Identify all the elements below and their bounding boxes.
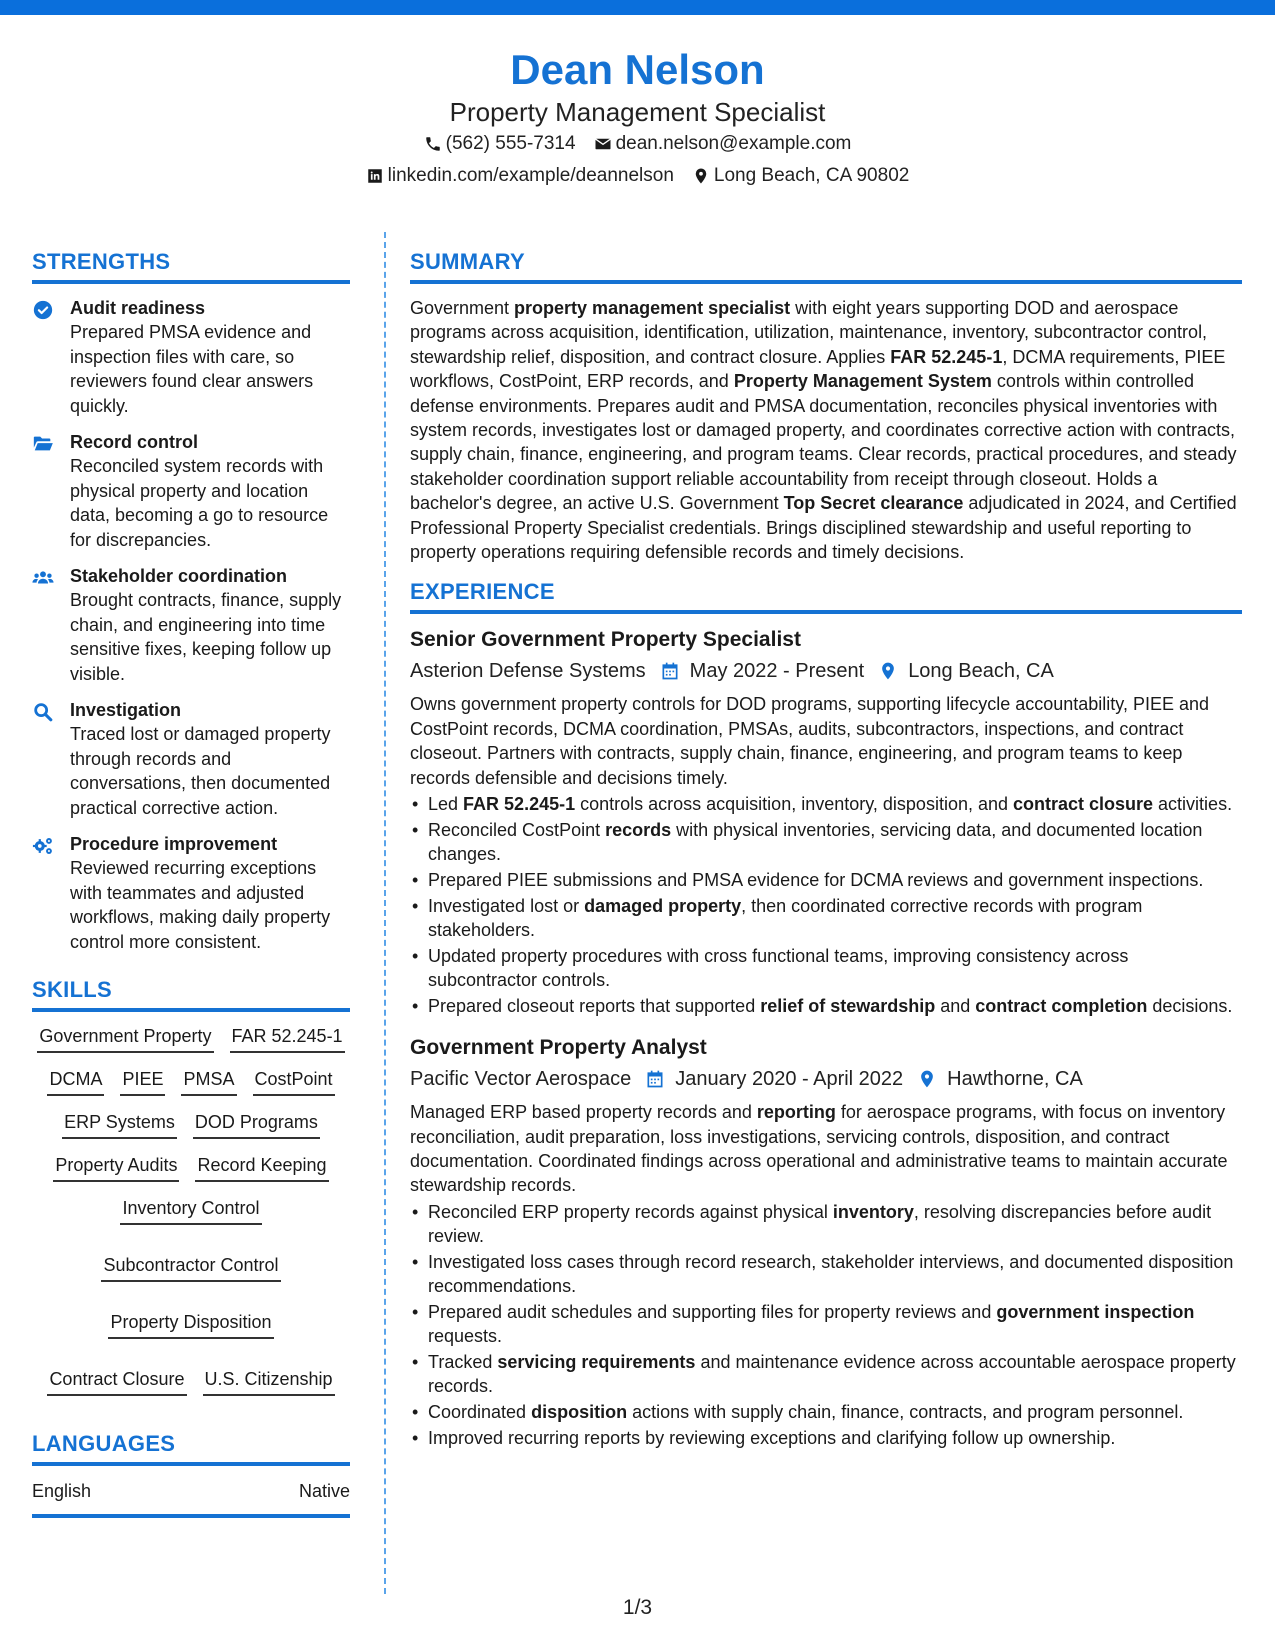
emphasis-text: Top Secret clearance <box>783 493 964 514</box>
strength-title: Stakeholder coordination <box>70 566 288 586</box>
skill-tag: Government Property <box>37 1024 213 1053</box>
strength-desc: Traced lost or damaged property through records and conversations, then documented practical corrective action. <box>70 724 331 818</box>
skill-tag: DOD Programs <box>193 1110 320 1139</box>
phone-contact[interactable] <box>424 128 576 160</box>
job-meta <box>410 1064 1242 1094</box>
main-column <box>410 248 1242 1466</box>
bullet-item: • Coordinated disposition actions with supply chain, finance, contracts, and program personnel. <box>410 1400 1242 1424</box>
job-bullets <box>410 792 1242 1018</box>
emphasis-text: disposition <box>531 1401 628 1422</box>
job-title: Government Property Analyst <box>410 1036 707 1060</box>
skill-tag: U.S. Citizenship <box>203 1367 335 1396</box>
bullet-item: • Prepared PIEE submissions and PMSA evidence for DCMA reviews and government inspections. <box>410 868 1242 892</box>
bullet-item: • Improved recurring reports by reviewing exceptions and clarifying follow up ownership. <box>410 1426 1242 1450</box>
bullet-item: • Investigated loss cases through record research, stakeholder interviews, and documented disposition recommendations. <box>410 1250 1242 1298</box>
language-row <box>32 1478 350 1518</box>
gears-icon <box>32 835 54 857</box>
emphasis-text: damaged property <box>584 896 742 917</box>
map-pin-icon <box>692 167 710 185</box>
skill-tag: PIEE <box>120 1067 165 1096</box>
skill-tag: PMSA <box>181 1067 236 1096</box>
strength-desc: Brought contracts, finance, supply chain, and engineering into time sensitive fixes, keeping follow up visible. <box>70 590 342 684</box>
skill-tag: FAR 52.245-1 <box>230 1024 345 1053</box>
linkedin-contact[interactable] <box>366 160 674 192</box>
envelope-icon <box>594 135 612 153</box>
folder-open-icon <box>32 433 54 455</box>
strengths-list <box>32 296 350 954</box>
company-name: Pacific Vector Aerospace <box>410 1068 632 1091</box>
skill-tag: Property Audits <box>53 1153 179 1182</box>
job-entry <box>410 1034 1242 1450</box>
job-description: Owns government property controls for DOD programs, supporting lifecycle accountability, PIEE and CostPoint records, DCMA coordination, PMSAs, audits, subcontractors, inspections, and contract closeout. Partners with contracts, supply chain, finance, engineering, and program teams to keep records defensible and decisions timely. <box>410 694 1210 788</box>
summary-heading: SUMMARY <box>410 248 1242 284</box>
candidate-title: Property Management Specialist <box>449 97 826 127</box>
search-icon <box>32 701 54 723</box>
bullet-item: • Led FAR 52.245-1 controls across acquisition, inventory, disposition, and contract closure activities. <box>410 792 1242 816</box>
strength-title: Audit readiness <box>70 298 206 318</box>
sidebar <box>32 248 350 1518</box>
emphasis-text: contract closure <box>1013 794 1154 815</box>
strength-item <box>32 564 350 686</box>
skills-heading: SKILLS <box>32 976 350 1012</box>
emphasis-text: inventory <box>832 1201 914 1222</box>
linkedin-icon <box>366 167 384 185</box>
strength-desc: Reconciled system records with physical property and location data, becoming a go to resource for discrepancies. <box>70 456 329 550</box>
email-text: dean.nelson@example.com <box>615 133 852 154</box>
experience-heading: EXPERIENCE <box>410 578 1242 614</box>
emphasis-text: government inspection <box>996 1301 1195 1322</box>
skill-tag: Contract Closure <box>47 1367 186 1396</box>
job-meta <box>410 656 1242 686</box>
email-contact[interactable] <box>594 128 852 160</box>
job-location: Hawthorne, CA <box>947 1068 1083 1091</box>
strength-title: Investigation <box>70 700 182 720</box>
skill-tag: Property Disposition <box>108 1310 273 1339</box>
bullet-item: • Reconciled CostPoint records with physical inventories, servicing data, and documented location changes. <box>410 818 1242 866</box>
job-dates: January 2020 - April 2022 <box>675 1068 904 1091</box>
linkedin-text: linkedin.com/example/deannelson <box>387 165 674 186</box>
bullet-item: • Reconciled ERP property records against physical inventory, resolving discrepancies before audit review. <box>410 1200 1242 1248</box>
candidate-name: Dean Nelson <box>510 46 765 93</box>
skill-tag: ERP Systems <box>62 1110 177 1139</box>
resume-header <box>0 42 1275 192</box>
map-pin-icon <box>878 661 898 681</box>
emphasis-text: contract completion <box>975 996 1148 1017</box>
emphasis-text: FAR 52.245-1 <box>890 346 1003 367</box>
emphasis-text: records <box>605 820 672 841</box>
contact-row-2 <box>0 160 1275 192</box>
users-icon <box>32 567 54 589</box>
emphasis-text: servicing requirements <box>497 1351 696 1372</box>
job-location: Long Beach, CA <box>908 660 1054 683</box>
emphasis-text: Property Management System <box>733 371 992 392</box>
bullet-item: • Investigated lost or damaged property, then coordinated corrective records with program stakeholders. <box>410 894 1242 942</box>
skill-tag: Subcontractor Control <box>101 1253 280 1282</box>
column-divider <box>384 232 386 1594</box>
check-circle-icon <box>32 299 54 321</box>
strength-item <box>32 832 350 954</box>
company-name: Asterion Defense Systems <box>410 660 646 683</box>
languages-heading: LANGUAGES <box>32 1430 350 1466</box>
calendar-icon <box>660 661 680 681</box>
language-name: English <box>32 1481 92 1501</box>
emphasis-text: reporting <box>756 1102 836 1123</box>
calendar-icon <box>645 1069 665 1089</box>
summary-text: Government property management specialist with eight years supporting DOD and aerospace programs across acquisition, identification, utilization, maintenance, inventory, subcontractor control, stewardship relief, disposition, and contract closure. Applies FAR 52.245-1, DCMA requirements, PIEE workflows, CostPoint, ERP records, and Property Management System controls within controlled defense environments. Prepares audit and PMSA documentation, reconciles physical inventories with system records, investigates lost or damaged property, and coordinates corrective action with contracts, supply chain, finance, engineering, and program teams. Clear records, practical procedures, and steady stakeholder coordination support reliable accountability from receipt through closeout. Holds a bachelor's degree, an active U.S. Government Top Secret clearance adjudicated in 2024, and Certified Professional Property Specialist credentials. Brings disciplined stewardship and useful reporting to property operations requiring defensible records and timely decisions. <box>410 298 1237 563</box>
strength-desc: Prepared PMSA evidence and inspection files with care, so reviewers found clear answers quickly. <box>70 322 314 416</box>
phone-text: (562) 555-7314 <box>445 133 576 154</box>
strength-desc: Reviewed recurring exceptions with teammates and adjusted workflows, making daily property control more consistent. <box>70 858 331 952</box>
skill-tag: Record Keeping <box>195 1153 328 1182</box>
top-accent-bar <box>0 0 1275 15</box>
location-contact <box>692 160 909 192</box>
strength-item <box>32 296 350 418</box>
strength-title: Record control <box>70 432 199 452</box>
skill-tag: DCMA <box>47 1067 104 1096</box>
location-text: Long Beach, CA 90802 <box>713 165 910 186</box>
phone-icon <box>424 135 442 153</box>
bullet-item: • Updated property procedures with cross functional teams, improving consistency across subcontractor controls. <box>410 944 1242 992</box>
job-entry <box>410 626 1242 1018</box>
strength-item <box>32 698 350 820</box>
strength-title: Procedure improvement <box>70 834 278 854</box>
map-pin-icon <box>917 1069 937 1089</box>
emphasis-text: relief of stewardship <box>760 996 936 1017</box>
skill-tag: CostPoint <box>253 1067 335 1096</box>
bullet-item: • Tracked servicing requirements and maintenance evidence across accountable aerospace property records. <box>410 1350 1242 1398</box>
skills-list <box>32 1024 350 1396</box>
bullet-item: • Prepared closeout reports that supported relief of stewardship and contract completion decisions. <box>410 994 1242 1018</box>
job-dates: May 2022 - Present <box>689 660 865 683</box>
bullet-item: • Prepared audit schedules and supporting files for property reviews and government inspection requests. <box>410 1300 1242 1348</box>
page-number: 1/3 <box>622 1596 653 1619</box>
strength-item <box>32 430 350 552</box>
language-level: Native <box>298 1481 350 1501</box>
emphasis-text: FAR 52.245-1 <box>463 794 576 815</box>
job-title: Senior Government Property Specialist <box>410 628 801 652</box>
skill-tag: Inventory Control <box>120 1196 261 1225</box>
job-description: Managed ERP based property records and reporting for aerospace programs, with focus on inventory reconciliation, audit preparation, loss investigations, servicing controls, disposition, and contract documentation. Coordinated findings across operational and administrative teams to maintain accurate stewardship records. <box>410 1102 1228 1196</box>
emphasis-text: property management specialist <box>514 298 791 318</box>
job-bullets <box>410 1200 1242 1450</box>
contact-row-1 <box>0 128 1275 160</box>
strengths-heading: STRENGTHS <box>32 248 350 284</box>
